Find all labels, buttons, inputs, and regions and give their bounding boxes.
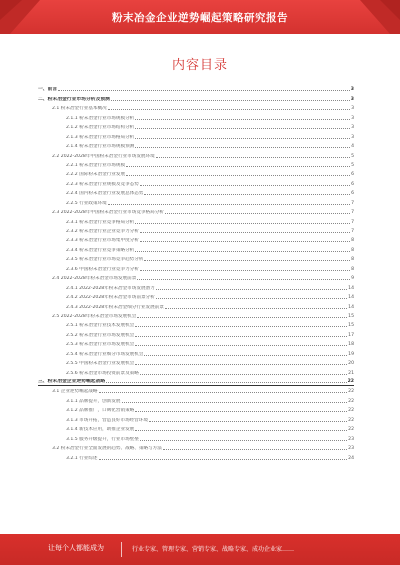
toc-entry-page: 8 bbox=[351, 238, 354, 244]
toc-entry-text: 2.3.6 中国粉末冶金行业竞争力分析 bbox=[66, 266, 139, 272]
toc-dot-leader bbox=[140, 232, 350, 233]
toc-entry[interactable] bbox=[38, 386, 354, 395]
toc-entry-text: 3.1.4 新技术应用，助推企业发展 bbox=[66, 427, 135, 433]
toc-entry[interactable] bbox=[38, 329, 354, 338]
toc-entry-text: 2.1.2 粉末冶金行业市场结构分析 bbox=[66, 125, 135, 131]
toc-entry[interactable] bbox=[38, 207, 354, 216]
report-title: 粉末冶金企业逆势崛起策略研究报告 bbox=[112, 11, 288, 24]
toc-entry-page: 19 bbox=[348, 351, 354, 357]
toc-entry-text: 2.4 2022-2028年粉末冶金市场发展前景 bbox=[52, 276, 137, 282]
toc-entry-text: 3.1 企业逆势崛起战略 bbox=[52, 389, 98, 395]
toc-entry-page: 22 bbox=[348, 408, 354, 414]
toc-entry[interactable] bbox=[38, 358, 354, 367]
toc-entry[interactable] bbox=[38, 93, 354, 102]
toc-entry[interactable] bbox=[38, 226, 354, 235]
toc-entry-text: 2.2.1 粉末冶金行业市场规模 bbox=[66, 162, 126, 168]
toc-entry[interactable] bbox=[38, 414, 354, 423]
toc-dot-leader bbox=[135, 138, 350, 139]
toc-entry[interactable] bbox=[38, 103, 354, 112]
toc-dot-leader bbox=[137, 317, 347, 318]
toc-entry-text: 2.3 2022-2028年中国粉末冶金行业市场竞争格局分析 bbox=[52, 210, 164, 216]
toc-entry[interactable] bbox=[38, 339, 354, 348]
toc-entry-text: 3.1.5 服务升级提升，行业市场壁垒 bbox=[66, 436, 139, 442]
toc-dot-leader bbox=[126, 175, 350, 176]
toc-entry[interactable] bbox=[38, 122, 354, 131]
footer-tagline: 行业专家、管理专家、营销专家、战略专家、成功企业家…… bbox=[132, 546, 295, 553]
toc-entry-page: 6 bbox=[351, 181, 354, 187]
footer-divider bbox=[121, 542, 122, 557]
toc-dot-leader bbox=[122, 402, 348, 403]
toc-entry-page: 14 bbox=[348, 304, 354, 310]
toc-dot-leader bbox=[165, 308, 347, 309]
toc-dot-leader bbox=[108, 109, 350, 110]
toc-dot-leader bbox=[144, 355, 347, 356]
toc-entry-page: 8 bbox=[351, 266, 354, 272]
toc-dot-leader bbox=[135, 411, 347, 412]
toc-entry[interactable] bbox=[38, 263, 354, 272]
toc-dot-leader bbox=[111, 100, 350, 101]
toc-dot-leader bbox=[156, 157, 350, 158]
toc-entry-text: 3.2 粉末冶金行业全面发展的趋势、战略、策略与方法 bbox=[52, 446, 162, 452]
toc-dot-leader bbox=[137, 279, 350, 280]
toc-entry[interactable] bbox=[38, 301, 354, 310]
toc-entry-page: 3 bbox=[350, 96, 354, 102]
toc-entry-page: 6 bbox=[351, 191, 354, 197]
toc-entry-text: 2.5.3 粉末冶金行业市场发展机会 bbox=[66, 342, 135, 348]
toc-entry-page: 3 bbox=[351, 134, 354, 140]
toc-entry-text: 2.2.4 国内粉末冶金行业发展总体态势 bbox=[66, 191, 144, 197]
toc-dot-leader bbox=[126, 166, 350, 167]
toc-entry-page: 21 bbox=[348, 370, 354, 376]
header-right-decoration bbox=[340, 0, 400, 34]
toc-entry-text: 2.3.1 粉末冶金行业竞争格局分析 bbox=[66, 219, 135, 225]
toc-entry-page: 22 bbox=[347, 379, 354, 384]
toc-entry[interactable] bbox=[38, 188, 354, 197]
toc-entry[interactable] bbox=[38, 273, 354, 282]
toc-dot-leader bbox=[135, 336, 347, 337]
toc-dot-leader bbox=[135, 345, 347, 346]
toc-entry-text: 三、粉末冶金企业逆势崛起战略 bbox=[38, 379, 106, 384]
toc-entry[interactable] bbox=[38, 178, 354, 187]
toc-entry-page: 5 bbox=[351, 162, 354, 168]
toc-dot-leader bbox=[99, 459, 348, 460]
toc-entry-text: 3.1.3 市场开拓，营造良好市场经营环境 bbox=[66, 417, 149, 423]
toc-dot-leader bbox=[135, 326, 347, 327]
toc-dot-leader bbox=[58, 90, 350, 91]
toc-entry[interactable] bbox=[38, 160, 354, 169]
toc-entry-text: 2.1.3 粉末冶金行业市场格局分析 bbox=[66, 134, 135, 140]
toc-entry-text: 3.2.1 行业综述 bbox=[66, 455, 98, 461]
toc-dot-leader bbox=[135, 119, 350, 120]
toc-entry[interactable] bbox=[38, 244, 354, 253]
toc-entry-page: 24 bbox=[348, 455, 354, 461]
toc-dot-leader bbox=[140, 374, 347, 375]
toc-entry-text: 2.2.2 国际粉末冶金行业发展 bbox=[66, 172, 126, 178]
toc-dot-leader bbox=[149, 421, 347, 422]
toc-entry-page: 7 bbox=[351, 210, 354, 216]
header-left-decoration bbox=[0, 0, 60, 34]
toc-entry-text: 2.5 2022-2028年粉末冶金市场发展机会 bbox=[52, 313, 137, 319]
toc-dot-leader bbox=[165, 213, 350, 214]
toc-entry[interactable] bbox=[38, 112, 354, 121]
toc-entry-text: 2.1.4 粉末冶金行业市场规模预测 bbox=[66, 144, 135, 150]
toc-dot-leader bbox=[156, 289, 347, 290]
toc-entry-text: 2.2.3 粉末冶金行业规模及竞争态势 bbox=[66, 181, 139, 187]
toc-entry-page: 18 bbox=[348, 342, 354, 348]
toc-entry-page: 17 bbox=[348, 332, 354, 338]
toc-entry-text: 2.5.4 粉末冶金行业细分市场发展机会 bbox=[66, 351, 144, 357]
toc-entry-page: 15 bbox=[348, 313, 354, 319]
toc-entry-page: 3 bbox=[350, 87, 354, 93]
toc-entry-page: 4 bbox=[351, 144, 354, 150]
toc-entry-page: 22 bbox=[348, 427, 354, 433]
toc-entry-page: 14 bbox=[348, 285, 354, 291]
toc-entry-text: 3.1.2 品牌推广，口碑化营销策略 bbox=[66, 408, 135, 414]
toc-dot-leader bbox=[163, 449, 347, 450]
toc-dot-leader bbox=[156, 298, 347, 299]
toc-entry[interactable] bbox=[38, 141, 354, 150]
toc-entry-page: 22 bbox=[348, 389, 354, 395]
toc-entry[interactable] bbox=[38, 292, 354, 301]
toc-entry-text: 2.4.1 2022-2028年粉末冶金市场发展潜力 bbox=[66, 285, 155, 291]
toc-dot-leader bbox=[144, 194, 350, 195]
header-bar bbox=[0, 0, 400, 34]
toc-entry[interactable] bbox=[38, 169, 354, 178]
toc-entry[interactable] bbox=[38, 150, 354, 159]
toc-entry-page: 3 bbox=[351, 106, 354, 112]
toc-entry[interactable] bbox=[38, 235, 354, 244]
toc-entry[interactable] bbox=[38, 282, 354, 291]
footer-slogan: 让每个人都能成为 bbox=[48, 544, 104, 552]
toc-dot-leader bbox=[135, 147, 350, 148]
toc-entry-page: 23 bbox=[348, 436, 354, 442]
toc-entry-page: 20 bbox=[348, 361, 354, 367]
toc-entry[interactable] bbox=[38, 84, 354, 93]
toc-dot-leader bbox=[140, 440, 347, 441]
toc-entry[interactable] bbox=[38, 197, 354, 206]
toc-entry[interactable] bbox=[38, 320, 354, 329]
toc-entry-text: 2.5.1 粉末冶金行业技术发展机会 bbox=[66, 323, 135, 329]
toc-entry-text: 二、粉末冶金行业市场分析及预测 bbox=[38, 96, 110, 102]
toc-entry[interactable] bbox=[38, 424, 354, 433]
toc-entry-page: 9 bbox=[351, 276, 354, 282]
toc-heading: 内容目录 bbox=[171, 58, 228, 73]
toc-entry[interactable] bbox=[38, 216, 354, 225]
toc-dot-leader bbox=[135, 251, 350, 252]
toc-entry-text: 2.1 粉末冶金行业基本概况 bbox=[52, 106, 107, 112]
toc-dot-leader bbox=[106, 382, 346, 383]
toc-entry-text: 2.5.2 粉末冶金行业市场发展机会 bbox=[66, 332, 135, 338]
toc-entry-text: 一、前言 bbox=[38, 87, 58, 93]
toc-entry[interactable] bbox=[38, 254, 354, 263]
toc-entry-text: 2.5.6 粉末冶金市场投资前景及策略 bbox=[66, 370, 139, 376]
toc-entry-text: 2.1.1 粉末冶金行业市场规模分析 bbox=[66, 115, 135, 121]
toc-entry-text: 2.2.5 行业政策环境 bbox=[66, 200, 107, 206]
toc-entry[interactable] bbox=[38, 348, 354, 357]
toc-entry[interactable] bbox=[38, 377, 354, 386]
toc-dot-leader bbox=[108, 204, 350, 205]
toc-entry-text: 2.2 2022-2028年中国粉末冶金行业市场发展环境 bbox=[52, 153, 155, 159]
toc-entry-text: 2.4.2 2022-2028年粉末冶金市场前景分析 bbox=[66, 295, 155, 301]
toc-entry-text: 2.3.4 粉末冶金行业竞争策略分析 bbox=[66, 247, 135, 253]
toc-entry-page: 7 bbox=[351, 229, 354, 234]
toc-entry-page: 3 bbox=[351, 115, 354, 121]
toc-entry-text: 3.1.1 品牌提升，创新发展 bbox=[66, 398, 121, 404]
toc-entry[interactable] bbox=[38, 433, 354, 442]
toc-entry-page: 8 bbox=[351, 257, 354, 263]
toc-dot-leader bbox=[135, 223, 350, 224]
toc-entry-page: 22 bbox=[348, 417, 354, 423]
toc-entry-text: 2.3.3 粉末冶金行业市场集中度分析 bbox=[66, 238, 139, 244]
toc-dot-leader bbox=[135, 364, 347, 365]
toc-dot-leader bbox=[140, 185, 350, 186]
toc-entry-text: 2.3.5 粉末冶金行业市场竞争趋势分析 bbox=[66, 257, 144, 263]
toc-entry-page: 7 bbox=[351, 200, 354, 206]
toc-entry-text: 2.5.5 中国粉末冶金行业发展机会 bbox=[66, 361, 135, 367]
toc-entry-page: 22 bbox=[348, 398, 354, 404]
toc-dot-leader bbox=[140, 241, 350, 242]
footer-bar bbox=[0, 534, 400, 565]
toc-entry[interactable] bbox=[38, 367, 354, 376]
toc-dot-leader bbox=[140, 270, 350, 271]
toc-entry-page: 15 bbox=[348, 323, 354, 329]
toc-entry-page: 5 bbox=[351, 153, 354, 159]
toc-dot-leader bbox=[144, 260, 350, 261]
toc-entry[interactable] bbox=[38, 443, 354, 452]
toc-entry[interactable] bbox=[38, 452, 354, 461]
toc-entry-page: 6 bbox=[351, 172, 354, 178]
toc-entry-text: 2.4.3 2022-2028年粉末冶金细分行业发展前景 bbox=[66, 304, 164, 310]
toc-entry-page: 8 bbox=[351, 247, 354, 253]
toc-entry[interactable] bbox=[38, 405, 354, 414]
toc-entry[interactable] bbox=[38, 311, 354, 320]
table-of-contents bbox=[38, 84, 354, 462]
toc-dot-leader bbox=[135, 430, 347, 431]
toc-entry[interactable] bbox=[38, 395, 354, 404]
toc-entry[interactable] bbox=[38, 131, 354, 140]
toc-entry-page: 7 bbox=[351, 219, 354, 225]
toc-entry-page: 3 bbox=[351, 125, 354, 131]
toc-dot-leader bbox=[99, 392, 348, 393]
toc-dot-leader bbox=[135, 128, 350, 129]
toc-entry-page: 14 bbox=[348, 295, 354, 301]
toc-entry-page: 23 bbox=[348, 446, 354, 452]
toc-entry-text: 2.3.2 粉末冶金行业企业竞争力分析 bbox=[66, 229, 139, 234]
